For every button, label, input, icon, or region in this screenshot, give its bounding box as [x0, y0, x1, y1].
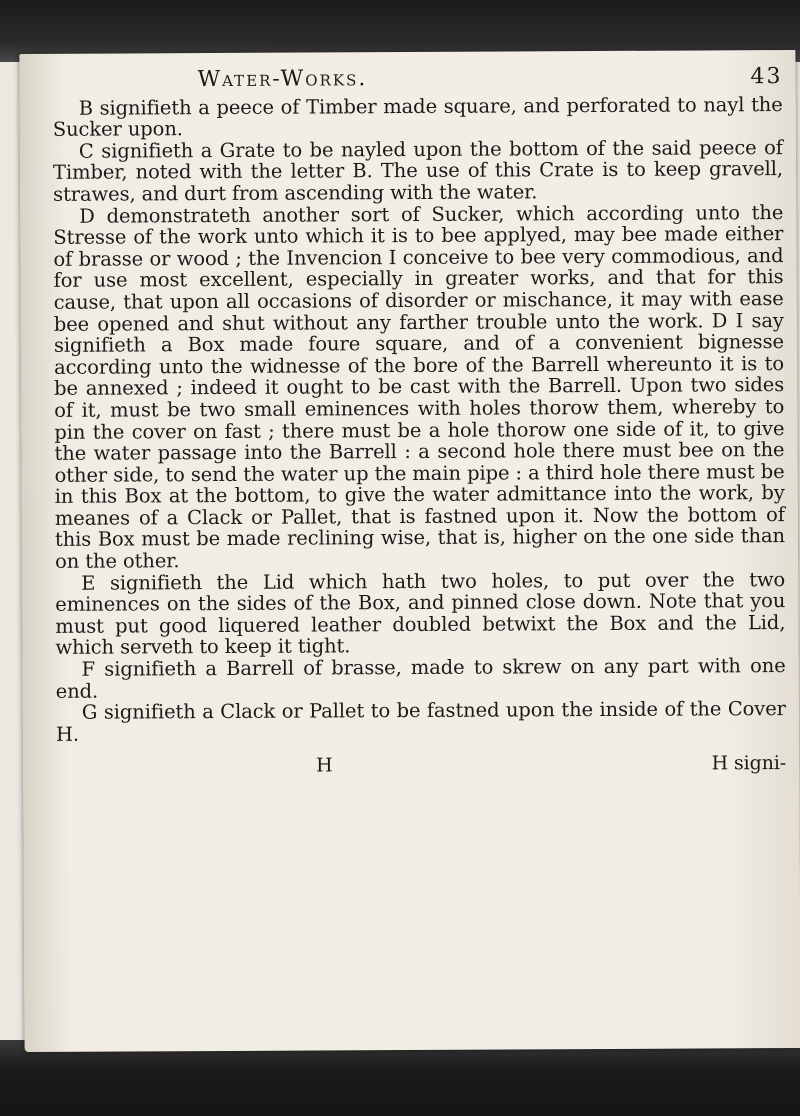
- paragraph-e: E signifieth the Lid which hath two holes, to put over the two eminences on the sides of the Box, and pinned close down. Note that you must put good liquered leather doubled betwixt the Box and the Lid, which serveth to keep it tight.: [55, 567, 786, 660]
- running-header: [52, 66, 782, 91]
- running-title: Water-Works.: [197, 66, 368, 93]
- signature-mark: H: [316, 754, 333, 777]
- paragraph-d: D demonstrateth another sort of Sucker, which according unto the Stresse of the work unto which it is to bee applyed, may bee made either of brasse or wood ; the Invencion I conceive to bee very commodious, and for use most excellent, especially in greater works, and that for this cause, that upon all occasions of disorder or mischance, it may with ease bee opened and shut without any farther trouble unto the work. D I say signifieth a Box made foure square, and of a convenient bignesse according unto the widnesse of the bore of the Barrell whereunto it is to be annexed ; indeed it ought to be cast with the Barrell. Upon two sides of it, must be two small eminences with holes thorow them, whereby to pin the cover on fast ; there must be a hole thorow one side of it, to give the water passage into the Barrell : a second hole there must bee on the other side, to send the water up the main pipe : a third hole there must be in this Box at the bottom, to give the water admittance into the work, by meanes of a Clack or Pallet, that is fastned upon it. Now the bottom of this Box must be made reclining wise, that is, higher on the one side than on the other.: [53, 200, 785, 573]
- paragraph-f: F signifieth a Barrell of brasse, made to skrew on any part with one end.: [55, 654, 786, 703]
- paragraph-c: C signifieth a Grate to be nayled upon the bottom of the said peece of Timber, noted with the letter B. The use of this Crate is to keep gravell, strawes, and durt from ascending with the water.: [52, 135, 784, 206]
- catchword: H signi-: [711, 752, 787, 775]
- paragraph-g: G signifieth a Clack or Pallet to be fastned upon the inside of the Cover H.: [55, 697, 786, 746]
- page-number: 43: [750, 64, 783, 90]
- footer-line: [56, 753, 786, 778]
- book-page: [19, 50, 800, 1052]
- paragraph-b: B signifieth a peece of Timber made square, and perforated to nayl the Sucker upon.: [52, 92, 783, 142]
- text-block: [52, 66, 786, 779]
